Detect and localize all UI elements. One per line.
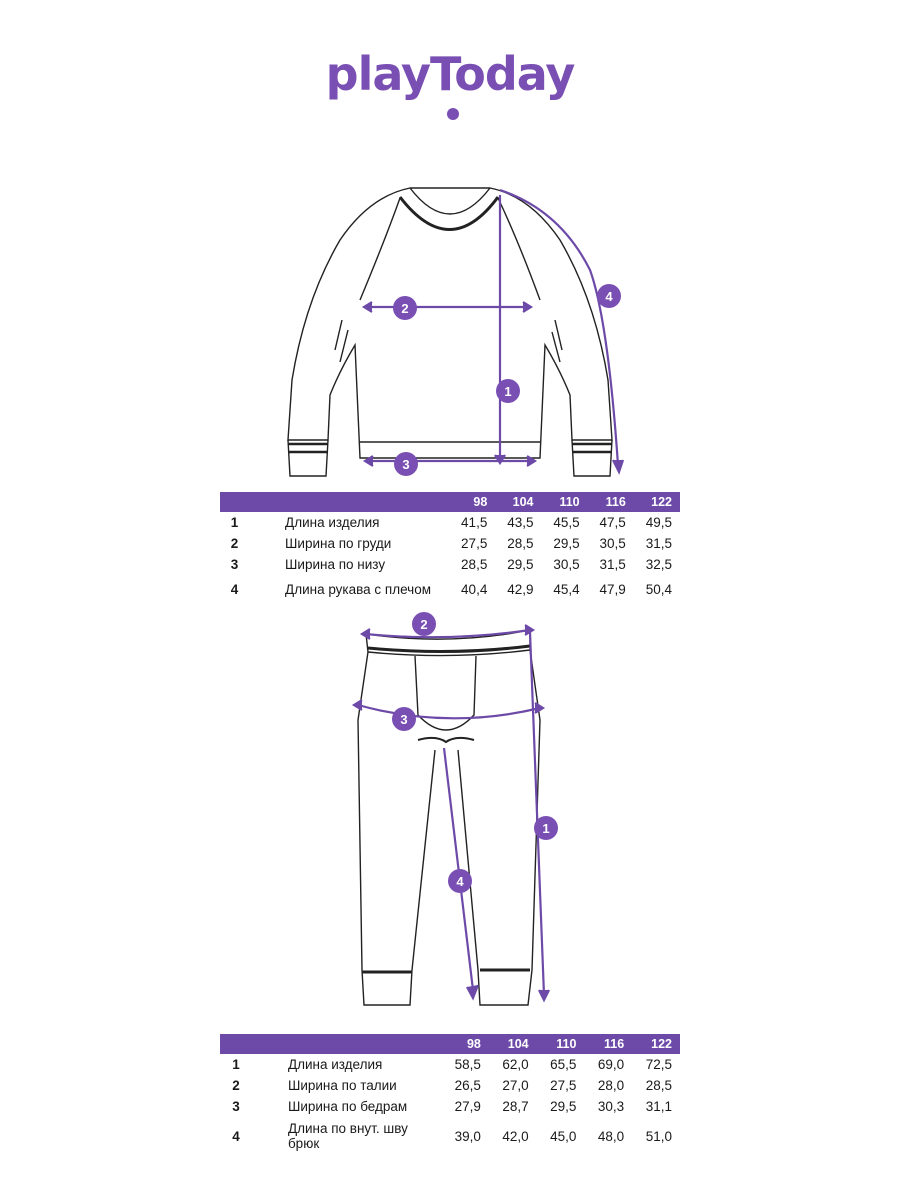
row-label: Ширина по бедрам [287, 1099, 408, 1114]
brand-name: playToday [325, 50, 575, 101]
row-value: 62,0 [502, 1057, 529, 1072]
row-value: 72,5 [645, 1057, 672, 1072]
row-value: 69,0 [597, 1057, 625, 1072]
row-value: 47,9 [599, 581, 626, 597]
row-value: 30,5 [553, 557, 580, 572]
size-header: 116 [588, 492, 634, 512]
pants-callout-3 [392, 707, 416, 731]
sweatshirt-size-table [220, 492, 680, 603]
row-value: 45,5 [553, 515, 580, 530]
svg-text:4: 4 [605, 289, 613, 304]
logo-dot [447, 108, 459, 120]
row-value: 31,1 [645, 1099, 672, 1114]
size-header: 110 [541, 492, 587, 512]
brand-logo [0, 50, 900, 130]
row-value: 45,0 [550, 1128, 577, 1144]
row-value: 27,0 [502, 1078, 529, 1093]
svg-text:2: 2 [420, 617, 428, 632]
row-label: Ширина по талии [287, 1078, 397, 1093]
row-value: 45,4 [553, 581, 580, 597]
row-label: Длина изделия [285, 515, 380, 530]
size-header: 104 [489, 1034, 537, 1054]
pants-size-table [220, 1034, 680, 1155]
svg-text:2: 2 [401, 301, 409, 316]
row-value: 30,5 [599, 536, 626, 551]
size-header: 122 [634, 492, 680, 512]
sweatshirt-drawing [0, 180, 900, 480]
svg-text:4: 4 [456, 874, 464, 889]
size-header: 110 [537, 1034, 585, 1054]
table-row [220, 512, 680, 533]
sweatshirt-callout-3 [394, 452, 418, 476]
row-number: 2 [232, 1078, 240, 1093]
row-number: 4 [230, 581, 239, 597]
svg-text:3: 3 [402, 457, 410, 472]
row-value: 28,5 [645, 1078, 672, 1093]
pants-callout-2 [412, 612, 436, 636]
row-value: 28,7 [502, 1099, 529, 1114]
row-number: 3 [230, 557, 239, 572]
row-value: 29,5 [550, 1099, 577, 1114]
sweatshirt-callout-1 [496, 379, 520, 403]
row-value: 50,4 [645, 581, 672, 597]
row-value: 43,5 [507, 515, 534, 530]
table-row [220, 1054, 680, 1075]
row-label: Длина изделия [287, 1057, 383, 1072]
table-row [220, 554, 680, 575]
row-value: 28,5 [461, 557, 488, 572]
row-label: Ширина по низу [285, 557, 386, 572]
table-row [220, 575, 680, 603]
table-header [220, 492, 680, 512]
row-value: 27,5 [461, 536, 488, 551]
sweatshirt-callout-2 [393, 296, 417, 320]
table-row [220, 1117, 680, 1155]
table-row [220, 1075, 680, 1096]
row-number: 2 [230, 536, 239, 551]
row-value: 31,5 [645, 536, 672, 551]
size-header: 98 [449, 492, 495, 512]
table-row [220, 533, 680, 554]
row-value: 39,0 [454, 1128, 481, 1144]
size-header: 98 [441, 1034, 489, 1054]
row-value: 51,0 [645, 1128, 672, 1144]
svg-text:1: 1 [504, 384, 512, 399]
row-value: 32,5 [645, 557, 672, 572]
row-value: 47,5 [599, 515, 626, 530]
row-value: 65,5 [550, 1057, 577, 1072]
row-value: 29,5 [507, 557, 534, 572]
size-header: 104 [495, 492, 541, 512]
row-label: Ширина по груди [285, 536, 392, 551]
row-value: 28,5 [507, 536, 534, 551]
row-value: 28,0 [597, 1078, 625, 1093]
row-value: 31,5 [599, 557, 626, 572]
row-value: 58,5 [454, 1057, 481, 1072]
row-value: 40,4 [461, 581, 488, 597]
table-row [220, 1096, 680, 1117]
row-value: 41,5 [461, 515, 488, 530]
table-header [220, 1034, 680, 1054]
row-value: 27,5 [550, 1078, 577, 1093]
row-value: 26,5 [454, 1078, 481, 1093]
row-value: 30,3 [597, 1099, 625, 1114]
row-number: 1 [230, 515, 239, 530]
row-value: 49,5 [645, 515, 672, 530]
row-label: Длина рукава с плечом [285, 581, 431, 597]
row-number: 1 [232, 1057, 240, 1072]
svg-text:1: 1 [542, 821, 550, 836]
row-number: 3 [232, 1099, 240, 1114]
size-header: 122 [632, 1034, 680, 1054]
pants-callout-4 [448, 869, 472, 893]
svg-text:3: 3 [400, 712, 408, 727]
row-number: 4 [232, 1128, 240, 1144]
pants-drawing [0, 610, 900, 1010]
row-value: 27,9 [454, 1099, 481, 1114]
size-header: 116 [584, 1034, 632, 1054]
row-value: 48,0 [597, 1128, 625, 1144]
row-value: 42,0 [502, 1128, 529, 1144]
row-value: 42,9 [507, 581, 534, 597]
row-value: 29,5 [553, 536, 580, 551]
pants-callout-1 [534, 816, 558, 840]
sweatshirt-callout-4 [597, 284, 621, 308]
row-label: Длина по внут. шву брюк [287, 1121, 408, 1151]
